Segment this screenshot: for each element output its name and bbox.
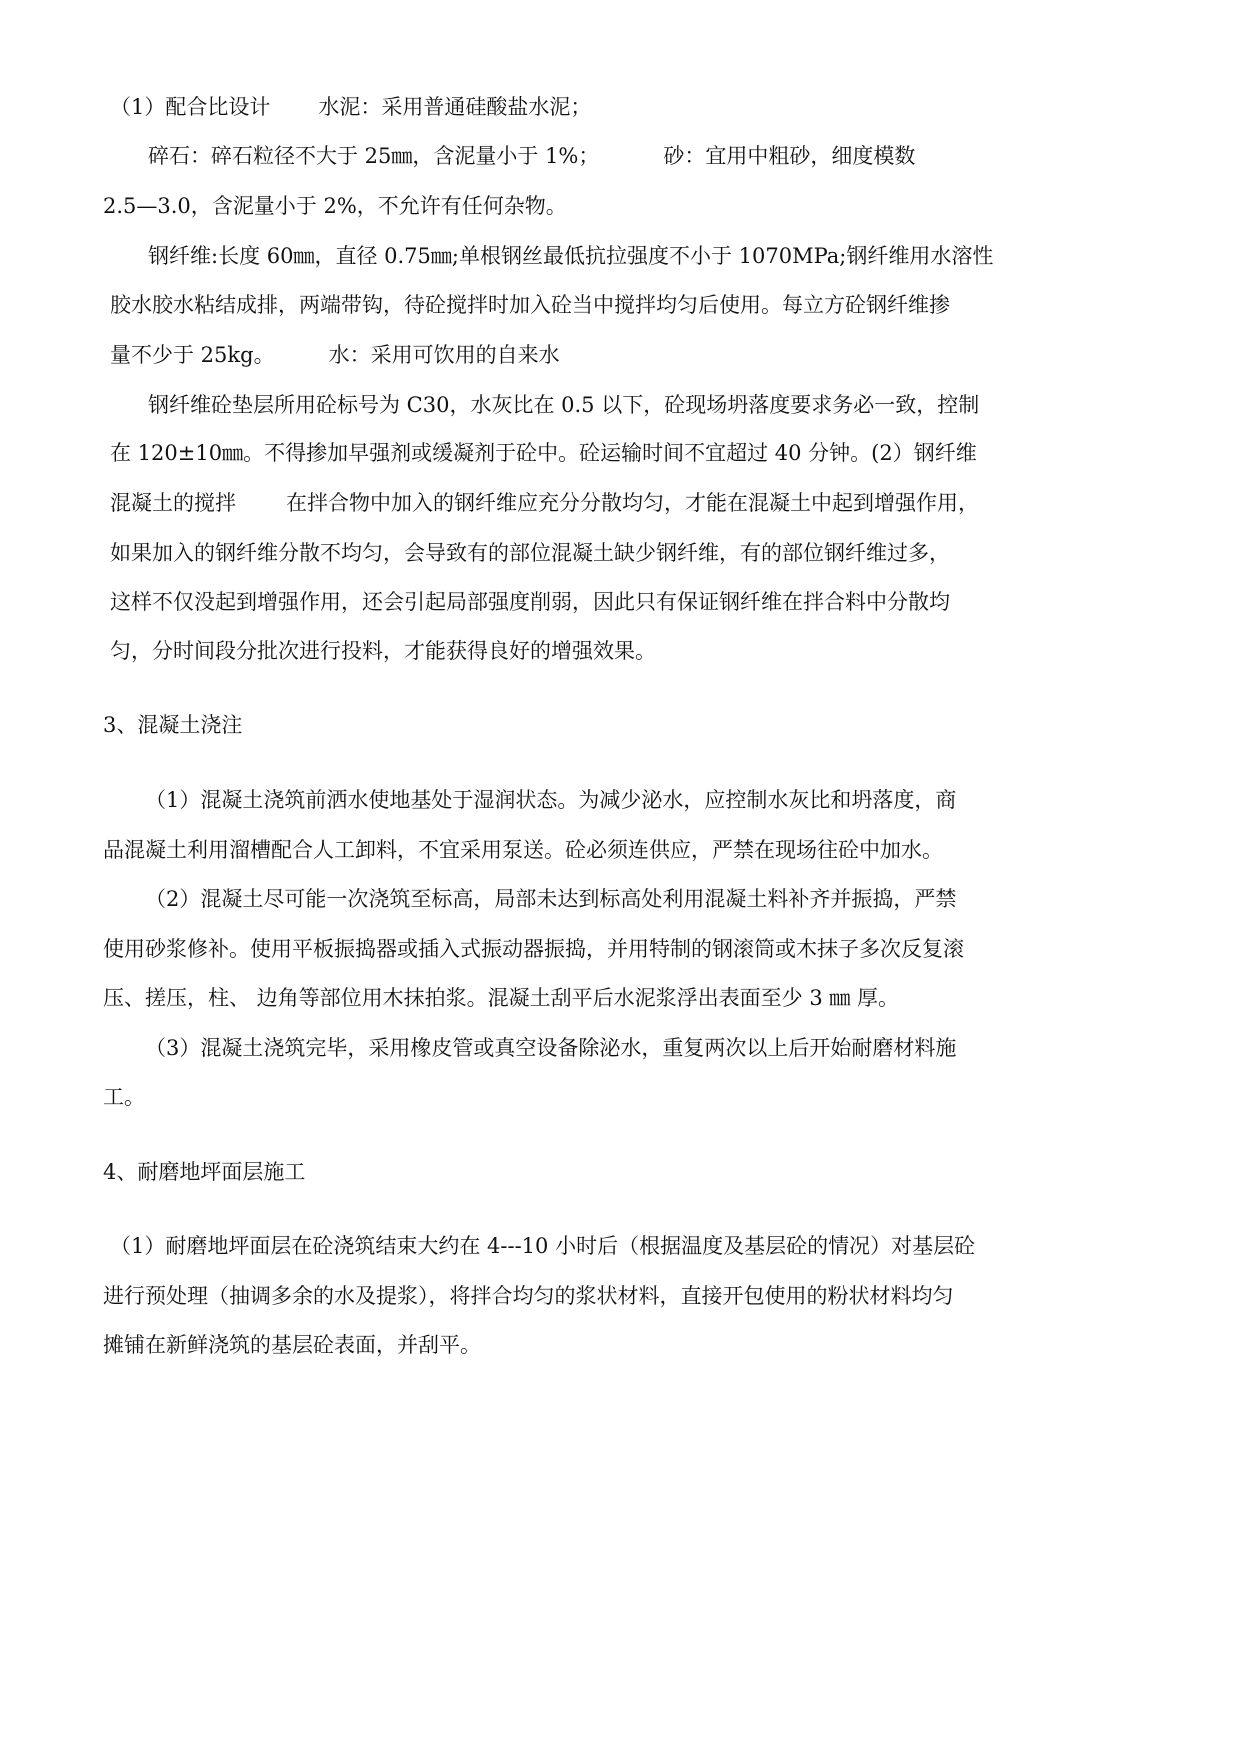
text-span: 压、搓压，柱、 边角等部位用木抹拍浆。混凝土刮平后水泥浆浮出表面至少 3 ㎜ 厚。 — [103, 986, 900, 1010]
text-span: 品混凝土利用溜槽配合人工卸料，不宜采用泵送。砼必须连供应，严禁在现场往砼中加水。 — [103, 838, 943, 862]
text-line — [148, 141, 915, 171]
text-span: （1）配合比设计 — [110, 95, 271, 119]
text-line — [145, 884, 956, 914]
text-span: 这样不仅没起到增强作用，还会引起局部强度削弱，因此只有保证钢纤维在拌合料中分散均 — [110, 590, 950, 614]
text-line — [103, 1082, 145, 1112]
text-line — [110, 636, 656, 666]
text-line — [103, 835, 943, 865]
text-line — [145, 1033, 956, 1063]
text-line — [110, 438, 977, 468]
text-span: （2）混凝土尽可能一次浇筑至标高，局部未达到标高处利用混凝土料补齐并振捣，严禁 — [145, 887, 957, 911]
text-span: 3、混凝土浇注 — [103, 713, 243, 737]
text-span: （1）混凝土浇筑前洒水使地基处于湿润状态。为减少泌水，应控制水灰比和坍落度，商 — [145, 788, 957, 812]
text-line — [103, 1281, 954, 1311]
text-line — [148, 241, 993, 271]
text-span: 在拌合物中加入的钢纤维应充分分散均匀，才能在混凝土中起到增强作用， — [286, 491, 979, 515]
text-span: 工。 — [103, 1085, 145, 1109]
text-span: （1）耐磨地坪面层在砼浇筑结束大约在 4---10 小时后（根据温度及基层砼的情况）对基层砼 — [110, 1234, 976, 1258]
text-line — [110, 587, 950, 617]
text-line — [145, 785, 956, 815]
text-span: 如果加入的钢纤维分散不均匀，会导致有的部位混凝土缺少钢纤维，有的部位钢纤维过多， — [110, 541, 950, 565]
text-span: 胶水胶水粘结成排，两端带钩，待砼搅拌时加入砼当中搅拌均匀后使用。每立方砼钢纤维掺 — [110, 293, 950, 317]
text-line — [103, 191, 567, 221]
text-span: 摊铺在新鲜浇筑的基层砼表面，并刮平。 — [103, 1333, 481, 1357]
text-span: 水泥：采用普通硅酸盐水泥； — [318, 95, 592, 119]
text-span: 匀，分时间段分批次进行投料，才能获得良好的增强效果。 — [110, 639, 656, 663]
text-span: 钢纤维:长度 60㎜，直径 0.75㎜;单根钢丝最低抗拉强度不小于 1070MPa;钢纤维用水溶性 — [148, 244, 994, 268]
text-line — [103, 1330, 481, 1360]
text-span: 4、耐磨地坪面层施工 — [103, 1160, 306, 1184]
text-line — [148, 390, 979, 420]
text-span: 碎石：碎石粒径不大于 25㎜，含泥量小于 1%； — [148, 144, 600, 168]
text-line — [110, 290, 950, 320]
text-span: 钢纤维砼垫层所用砼标号为 C30，水灰比在 0.5 以下，砼现场坍落度要求务必一致，控制 — [148, 393, 980, 417]
section-heading — [103, 1157, 305, 1187]
text-span: 2.5—3.0，含泥量小于 2%，不允许有任何杂物。 — [103, 194, 567, 218]
text-line — [110, 340, 560, 370]
text-span: 量不少于 25kg。 — [110, 343, 275, 367]
text-span: 混凝土的搅拌 — [110, 491, 236, 515]
text-span: 在 120±10㎜。不得掺加早强剂或缓凝剂于砼中。砼运输时间不宜超过 40 分钟。(2）钢纤维 — [110, 441, 977, 465]
text-line — [110, 92, 591, 122]
text-line — [110, 488, 979, 518]
text-span: 砂：宜用中粗砂，细度模数 — [663, 144, 916, 168]
text-span: 进行预处理（抽调多余的水及提浆），将拌合均匀的浆状材料，直接开包使用的粉状材料均匀 — [103, 1284, 954, 1308]
text-span: 使用砂浆修补。使用平板振捣器或插入式振动器振捣，并用特制的钢滚筒或木抹子多次反复滚 — [103, 937, 964, 961]
text-line — [103, 983, 899, 1013]
text-span: 水：采用可饮用的自来水 — [328, 343, 560, 367]
text-line — [110, 538, 950, 568]
text-line — [103, 934, 964, 964]
section-heading — [103, 710, 242, 740]
text-line — [110, 1231, 975, 1261]
text-span: （3）混凝土浇筑完毕，采用橡皮管或真空设备除泌水，重复两次以上后开始耐磨材料施 — [145, 1036, 957, 1060]
